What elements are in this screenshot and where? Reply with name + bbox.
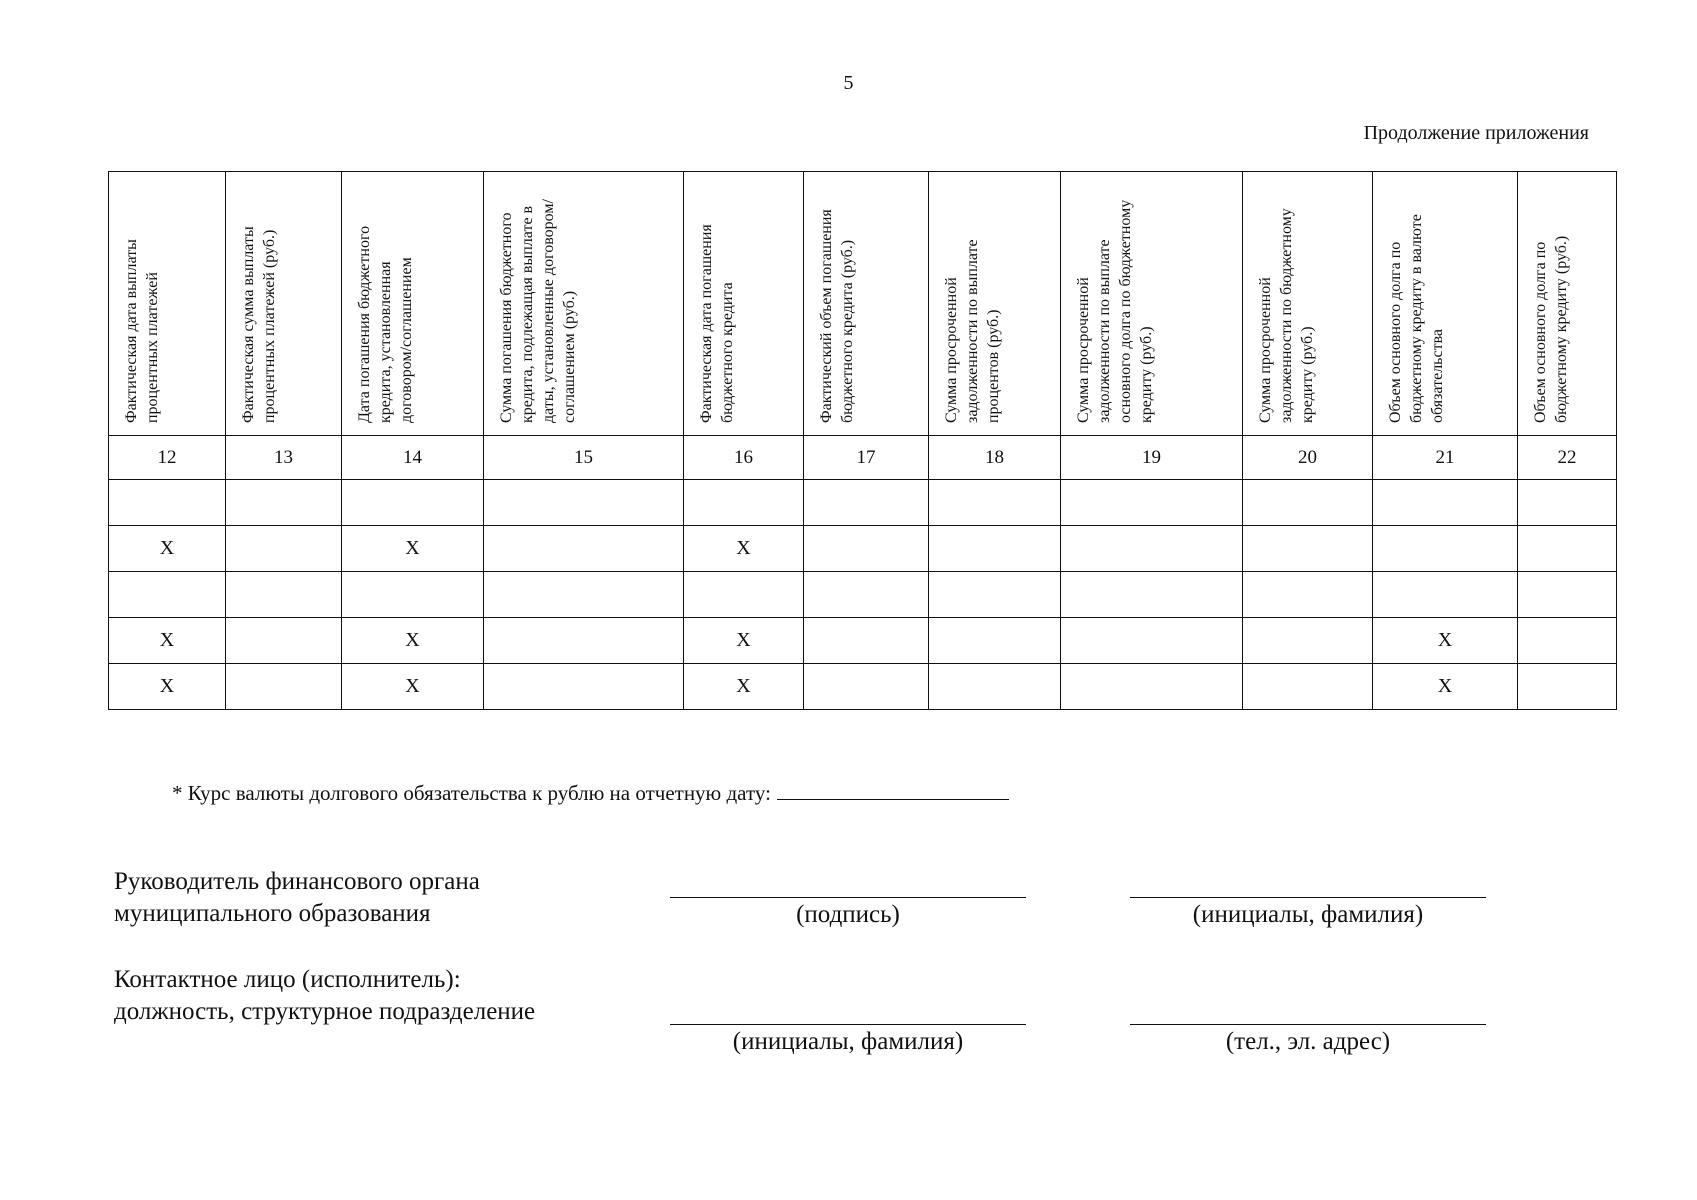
table-cell[interactable]	[484, 572, 684, 618]
page-number: 5	[843, 72, 854, 94]
table-cell[interactable]	[484, 480, 684, 526]
column-number-row	[109, 436, 1617, 480]
head-label-line1: Руководитель финансового органа	[114, 868, 480, 895]
table-cell[interactable]	[1518, 480, 1617, 526]
table-cell[interactable]	[929, 526, 1061, 572]
table-cell[interactable]: X	[684, 526, 804, 572]
table-cell[interactable]	[1061, 618, 1243, 664]
column-header-text: Сумма просроченной задолженности по выплате процентов (руб.)	[943, 239, 1002, 423]
signature-line	[670, 897, 1026, 898]
table-cell[interactable]	[1518, 526, 1617, 572]
table-cell[interactable]	[804, 480, 929, 526]
table-cell[interactable]	[1373, 526, 1518, 572]
table-cell[interactable]: X	[109, 526, 226, 572]
table-cell[interactable]	[1061, 480, 1243, 526]
footnote	[172, 779, 1009, 806]
table-cell[interactable]: X	[684, 618, 804, 664]
table-cell[interactable]	[684, 480, 804, 526]
column-header-text: Сумма просроченной задолженности по бюджетному кредиту (руб.)	[1257, 208, 1316, 423]
table-cell[interactable]	[929, 618, 1061, 664]
contact-name-line	[670, 1024, 1026, 1025]
column-header-text: Фактическая сумма выплаты процентных платежей (руб.)	[240, 226, 278, 423]
table-cell[interactable]	[342, 480, 484, 526]
table-cell[interactable]	[1061, 572, 1243, 618]
table-cell[interactable]	[804, 572, 929, 618]
table-cell[interactable]	[342, 572, 484, 618]
contact-phone-line	[1130, 1024, 1486, 1025]
table-row	[109, 618, 1617, 664]
contact-label-line2: должность, структурное подразделение	[114, 998, 536, 1025]
signature-caption: (подпись)	[796, 901, 900, 928]
table-cell[interactable]	[804, 618, 929, 664]
head-label-line2: муниципального образования	[114, 900, 431, 927]
column-header-14	[342, 172, 484, 436]
head-label	[114, 866, 480, 930]
table-cell[interactable]	[226, 572, 342, 618]
column-header-16	[684, 172, 804, 436]
exchange-rate-blank	[777, 779, 1009, 800]
table-cell[interactable]	[226, 664, 342, 710]
contact-name-caption: (инициалы, фамилия)	[732, 1028, 964, 1055]
table-cell[interactable]	[1518, 572, 1617, 618]
table-cell[interactable]	[1518, 664, 1617, 710]
column-header-text: Фактическая дата погашения бюджетного кредита	[698, 224, 736, 423]
table-cell[interactable]: X	[342, 618, 484, 664]
column-number-cell: 17	[804, 436, 929, 480]
table-cell[interactable]	[929, 572, 1061, 618]
table-cell[interactable]	[804, 526, 929, 572]
table-cell[interactable]	[1373, 480, 1518, 526]
column-header-text: Фактический объем погашения бюджетного кредита (руб.)	[818, 209, 856, 423]
table-cell[interactable]	[1243, 526, 1373, 572]
column-number-cell: 20	[1243, 436, 1373, 480]
contact-label	[114, 964, 535, 1028]
table-cell[interactable]	[226, 526, 342, 572]
table-cell[interactable]	[1243, 664, 1373, 710]
table-cell[interactable]	[1373, 572, 1518, 618]
contact-label-line1: Контактное лицо (исполнитель):	[114, 966, 461, 993]
footnote-text: * Курс валюты долгового обязательства к рублю на отчетную дату:	[172, 781, 771, 805]
column-number-cell: 18	[929, 436, 1061, 480]
table-cell[interactable]: X	[342, 664, 484, 710]
table-cell[interactable]	[1061, 526, 1243, 572]
column-header-20	[1243, 172, 1373, 436]
table-row	[109, 572, 1617, 618]
column-header-13	[226, 172, 342, 436]
table-cell[interactable]: X	[1373, 664, 1518, 710]
table-cell[interactable]	[109, 572, 226, 618]
report-table	[108, 171, 1617, 710]
table-cell[interactable]	[226, 618, 342, 664]
table-cell[interactable]: X	[684, 664, 804, 710]
table-cell[interactable]	[484, 664, 684, 710]
column-header-17	[804, 172, 929, 436]
table-row	[109, 664, 1617, 710]
table-cell[interactable]	[484, 618, 684, 664]
column-number-cell: 21	[1373, 436, 1518, 480]
table-cell[interactable]: X	[1373, 618, 1518, 664]
column-header-18	[929, 172, 1061, 436]
column-header-15	[484, 172, 684, 436]
table-cell[interactable]	[1518, 618, 1617, 664]
column-header-12	[109, 172, 226, 436]
header-row	[109, 172, 1617, 436]
column-header-19	[1061, 172, 1243, 436]
head-name-line	[1130, 897, 1486, 898]
table-cell[interactable]: X	[109, 664, 226, 710]
table-cell[interactable]	[804, 664, 929, 710]
table-cell[interactable]	[1061, 664, 1243, 710]
head-name-caption: (инициалы, фамилия)	[1192, 901, 1424, 928]
column-number-cell: 22	[1518, 436, 1617, 480]
continuation-label: Продолжение приложения	[1363, 122, 1589, 144]
column-header-21	[1373, 172, 1518, 436]
column-header-text: Сумма погашения бюджетного кредита, подлежащая выплате в даты, установленные договором/соглашением (руб.)	[498, 199, 578, 423]
contact-phone-caption: (тел., эл. адрес)	[1225, 1028, 1391, 1055]
table-cell[interactable]	[684, 572, 804, 618]
table-cell[interactable]: X	[109, 618, 226, 664]
table-cell[interactable]	[484, 526, 684, 572]
column-number-cell: 14	[342, 436, 484, 480]
column-number-cell: 13	[226, 436, 342, 480]
table-row	[109, 480, 1617, 526]
table-row	[109, 526, 1617, 572]
column-header-22	[1518, 172, 1617, 436]
column-number-cell: 19	[1061, 436, 1243, 480]
table-cell[interactable]	[109, 480, 226, 526]
column-header-text: Дата погашения бюджетного кредита, установленная договором/соглашением	[356, 225, 415, 423]
table-cell[interactable]	[929, 664, 1061, 710]
column-header-text: Объем основного долга по бюджетному кредиту в валюте обязательства	[1387, 214, 1446, 423]
table-cell[interactable]	[929, 480, 1061, 526]
table-cell[interactable]	[1243, 618, 1373, 664]
column-header-text: Фактическая дата выплаты процентных платежей	[123, 239, 161, 423]
column-number-cell: 16	[684, 436, 804, 480]
table-cell[interactable]	[1243, 572, 1373, 618]
column-number-cell: 15	[484, 436, 684, 480]
table-cell[interactable]: X	[342, 526, 484, 572]
column-header-text: Объем основного долга по бюджетному кредиту (руб.)	[1532, 235, 1570, 423]
column-number-cell: 12	[109, 436, 226, 480]
table-cell[interactable]	[1243, 480, 1373, 526]
column-header-text: Сумма просроченной задолженности по выплате основного долга по бюджетному кредиту (руб.)	[1075, 199, 1155, 423]
table-cell[interactable]	[226, 480, 342, 526]
